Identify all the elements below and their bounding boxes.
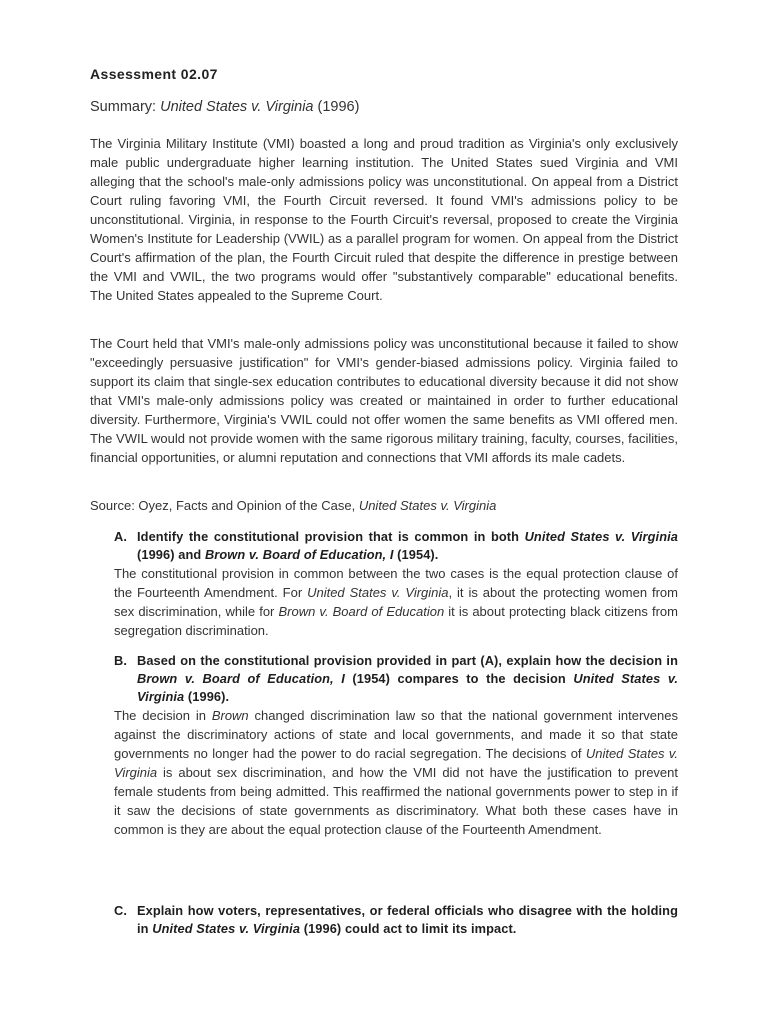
question-c-text-2: (1996) could act to limit its impact. [300, 921, 517, 936]
answer-b-text-2: changed discrimination law so that the national government intervenes against the discriminatory actions of state and local governments, and made it so that state governments no longer had the power to do racial segregation. The decisions of [114, 708, 678, 761]
summary-prefix: Summary: [90, 99, 161, 115]
answer-a-case-1: United States v. Virginia [307, 585, 449, 600]
question-c-prompt [114, 902, 678, 938]
court-holding-paragraph: The Court held that VMI's male-only admissions policy was unconstitutional because it failed to show "exceedingly persuasive justification" for VMI's gender-biased admissions policy. Virginia failed to support its claim that single-sex education contributes to educational diversity because it did not show that VMI's male-only admissions policy was created or maintained in order to further educational diversity. Furthermore, Virginia's VWIL could not offer women the same benefits as VMI offered men. The VWIL would not provide women with the same rigorous military training, faculty, courses, facilities, financial opportunities, or alumni reputation and connections that VMI affords its male cadets. [90, 336, 678, 465]
source-prefix: Source: Oyez, Facts and Opinion of the Case, [90, 498, 359, 513]
question-b-case-1: Brown v. Board of Education, I [137, 671, 345, 686]
question-a-text-3: (1954). [393, 547, 439, 562]
question-b-prompt [114, 652, 678, 706]
answer-a-text-2: , it is about the protecting women from sex discrimination, while for [114, 585, 678, 619]
answer-b-text-3: is about sex discrimination, and how the VMI did not have the justification to prevent female students from being admitted. This reaffirmed the national governments power to step in if it saw the decisions of state governments as discriminatory. What both these cases have in common is they are about the equal protection clause of the Fourteenth Amendment. [114, 765, 678, 837]
question-a-case-2: Brown v. Board of Education, I [204, 547, 394, 562]
answer-a-text-3: it is about protecting black citizens from segregation discrimination. [114, 604, 678, 638]
question-c-text-1: Explain how voters, representatives, or federal officials who disagree with the holding in [137, 903, 678, 936]
question-c-case-1: United States v. Virginia [152, 921, 301, 936]
summary-heading [90, 99, 359, 115]
question-b-text-3: (1996). [184, 689, 230, 704]
source-citation [90, 498, 496, 513]
question-a [114, 528, 678, 640]
answer-a-case-2: Brown v. Board of Education [278, 604, 445, 619]
question-b-letter: B. [114, 653, 127, 668]
answer-b-case-1: Brown [211, 708, 249, 723]
question-a-letter: A. [114, 529, 127, 544]
summary-case-name: United States v. Virginia [160, 99, 314, 115]
question-b-case-2: United States v. Virginia [137, 671, 678, 704]
answer-b [114, 706, 678, 839]
question-a-text-1: Identify the constitutional provision that is common in both [137, 529, 525, 544]
page-title: Assessment 02.07 [90, 66, 218, 82]
answer-a-text-1: The constitutional provision in common between the two cases is the equal protection clause of the Fourteenth Amendment. For [114, 566, 678, 600]
question-a-prompt [114, 528, 678, 564]
answer-b-case-2: United States v. Virginia [114, 746, 678, 780]
source-case-name: United States v. Virginia [358, 498, 497, 513]
question-b-text-2: (1954) compares to the decision [344, 671, 574, 686]
answer-a [114, 564, 678, 640]
question-c-letter: C. [114, 903, 127, 918]
question-b [114, 652, 678, 839]
question-c [114, 902, 678, 938]
summary-year: (1996) [313, 99, 360, 115]
case-facts-paragraph: The Virginia Military Institute (VMI) boasted a long and proud tradition as Virginia's only exclusively male public undergraduate higher learning institution. The United States sued Virginia and VMI alleging that the school's male-only admissions policy was unconstitutional. On appeal from a District Court ruling favoring VMI, the Fourth Circuit reversed. It found VMI's admissions policy to be unconstitutional. Virginia, in response to the Fourth Circuit's reversal, proposed to create the Virginia Women's Institute for Leadership (VWIL) as a parallel program for women. On appeal from the District Court's affirmation of the plan, the Fourth Circuit ruled that despite the difference in prestige between the VMI and VWIL, the two programs would offer "substantively comparable" educational benefits. The United States appealed to the Supreme Court. [90, 136, 678, 303]
question-a-text-2: (1996) and [137, 547, 205, 562]
question-a-case-1: United States v. Virginia [524, 529, 678, 544]
answer-b-text-1: The decision in [114, 708, 212, 723]
question-b-text-1: Based on the constitutional provision provided in part (A), explain how the decision in [137, 653, 678, 668]
